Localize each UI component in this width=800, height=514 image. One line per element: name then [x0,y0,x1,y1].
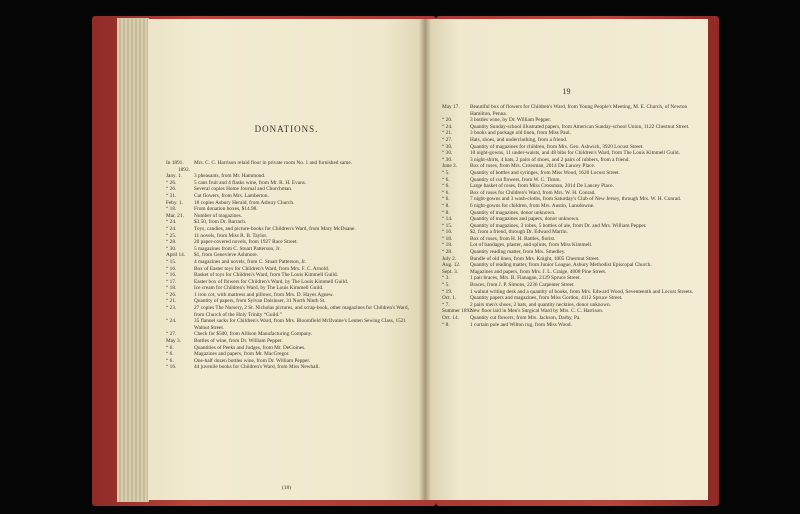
entry-text: Quantity Sunday-school illustrated papers, from American Sunday-school Union, 1122 Chestnut Street. [470,123,690,130]
entry-text: New floor laid in Men's Surgical Ward by Mrs. C. C. Harrison. [470,308,604,315]
entry-text: Quantity of bottles and syringes, from Miss Wood, 1620 Locust Street. [470,169,620,176]
entry-date: “ 16. [442,229,453,236]
donation-entry [166,239,416,246]
donation-entry [166,338,416,345]
entry-text: Lot of bandages, plaster, and splints, from Miss Kimmell. [470,242,593,249]
donation-entry [166,351,416,358]
entry-date: “ 6. [166,344,174,351]
entry-text: Basket of toys for Children's Ward, from The Louis Kimmell Guild. [194,272,338,279]
donation-entry [166,206,416,213]
entry-text: 10 night-gowns, 11 under-waists, and 48 bibs for Children's Ward, from The Louis Kimmell Guild. [470,150,680,157]
entry-date: Oct. 1. [442,295,457,302]
entry-date: “ 18. [166,206,177,213]
entry-date: Summer 1892. [442,308,474,315]
entry-date: “ 30. [442,150,453,157]
donation-entry [166,259,416,266]
entry-text: 4 magazines and novels, from C. Stuart Patterson, Jr. [194,258,307,265]
entry-date: “ 18. [442,235,453,242]
entry-text: Magazines and papers, from Mrs. J. L. Craige, 4008 Pine Street. [470,268,607,275]
entry-date: “ 5. [442,282,450,289]
entry-date: “ 21. [166,298,177,305]
entry-date: “ 27. [166,331,177,338]
entry-date: May 3. [166,338,182,345]
entry-text: 1 walnut writing desk and a quantity of books, from Mrs. Edward Wood, Seventeenth and Locust Streets. [470,288,694,295]
entry-text: 3 night-shirts, 4 hats, 2 pairs of shoes, and 2 pairs of rubbers, from a friend. [470,156,630,163]
entry-date: Oct. 14. [442,315,459,321]
entry-text: $1, from Genevieve Ashmore. [194,252,258,259]
entry-text: Bottles of wine, from Dr. William Pepper. [194,338,283,345]
entry-date: “ 16. [166,364,177,371]
entry-text: 5 cans fruit and 4 flasks wine, from Mr. R. H. Evans. [194,179,307,186]
donation-entry [166,226,416,233]
entry-date: “ 24. [166,219,177,226]
entry-text: Quantity of cut flowers, from W. C. Timm. [470,176,561,183]
donation-entry [442,104,704,117]
entry-date: “ 26. [166,179,177,186]
entry-date: “ 28. [442,249,453,256]
entry-text: One-half dozen bottles wine, from Dr. William Pepper. [194,357,311,364]
entry-date: “ 6. [442,189,450,196]
entry-date: “ 31. [166,192,177,199]
entry-date: Sept. 3. [442,268,459,275]
entry-text: 7 night-gowns and 3 wash-cloths, from Saturday's Club of New Jersey, through Mrs. W. H. Conrad. [470,196,682,203]
donation-entry [166,305,416,318]
entry-date: July 2. [442,255,457,262]
entry-text: Quantity of reading matter, from Junior League, Asbury Methodist Episcopal Church. [470,262,652,269]
entry-text: Check for $500, from Allison Manufacturing Company. [194,331,313,338]
entry-text: 3 bottles wine, by Dr. William Pepper. [470,117,552,124]
entry-text: Quantities of Peeks and Judges, from Mr. DeGoines. [194,344,306,351]
page-number-right: 19 [562,87,571,96]
donation-entry [442,262,704,269]
donation-entry [442,183,704,190]
entry-text: 3 books and package old linen, from Miss Paul. [470,130,571,137]
entry-text: Braces, from J. P. Simons, 2236 Carpenter Street. [470,282,575,289]
entry-date: “ 7. [442,301,450,308]
entry-date: “ 17. [166,278,177,285]
entry-date: “ 8. [442,321,450,328]
donation-entry [166,285,416,292]
donation-entry [442,130,704,137]
donation-list-right [442,104,704,328]
entry-date: In 1891. [166,160,184,166]
entry-text: From donation boxes, $14.98. [194,206,258,213]
entry-text: 5 magazines from C. Stuart Patterson, Jr. [194,245,281,252]
left-page [148,19,425,500]
entry-text: Several copies Home Journal and Churchman. [194,186,293,193]
entry-text: $2, from a friend, through Dr. Edward Martin. [470,229,568,236]
entry-text: 27 copies The Nursery, 2 St. Nicholas pictures, and scrap-book, other magazines for Children's Ward, from Church of the Holy Trinity “Guild.” [194,305,409,318]
entry-text: Beautiful box of flowers for Children's Ward, from Young People's Meeting, M. E. Church, of Newton Hamilton, Penna. [470,104,688,117]
entry-text: Cut flowers, from Mrs. Lamberton. [194,192,269,199]
entry-text: 1 pair braces, Mrs. B. Flanagan, 2129 Spruce Street. [470,275,581,282]
entry-date: “ 30. [442,156,453,163]
entry-text: Mrs. C. C. Harrison relaid floor in private room No. 1 and furnished same. [194,160,352,166]
entry-text: Large basket of roses, from Miss Crossman, 2014 De Lancey Place. [470,183,614,190]
donation-entry [166,252,416,259]
entry-text: 6 night-gowns for children, from Mrs. Austin, Lansdowne. [470,202,595,209]
entry-text: Magazines and papers, from Mr. MacGregor. [194,351,290,358]
entry-text: Box of roses, from Mrs. Crossman, 2014 De Lancey Place. [470,163,596,170]
entry-date: “ 8. [442,202,450,209]
entry-date: “ 28. [166,239,177,246]
entry-text: Hats, shoes, and underclothing, from a friend. [470,136,568,143]
entry-text: 3 pheasants, from Mr. Hammond. [194,173,266,180]
entry-date: “ 6. [166,351,174,358]
entry-date: “ 18. [442,242,453,249]
entry-date: “ 26. [166,186,177,193]
entry-date: “ 23. [166,305,177,312]
entry-date: “ 19. [442,288,453,295]
entry-text: Quantity papers and magazines, from Miss Gordon, 4112 Spruce Street. [470,295,623,302]
entry-date: “ 6. [442,183,450,190]
entry-text: 18 copies Asbury Herald, from Asbury Church. [194,199,295,206]
donation-entry [442,216,704,223]
donation-entry [166,318,416,331]
donation-entry [442,196,704,203]
donation-entry [442,322,704,329]
entry-text: $3.50, from Dr. Barrach. [194,219,247,226]
donation-entry [166,173,416,180]
entry-date: “ 21. [442,130,453,137]
donation-entry [442,295,704,302]
donation-entry [442,269,704,276]
entry-date: April 14. [166,252,186,259]
entry-text: 44 juvenile books for Children's Ward, from Miss Newhall. [194,364,320,371]
donation-entry [166,193,416,200]
donation-entry [442,150,704,157]
entry-date: “ 14. [442,216,453,223]
donation-entry [442,137,704,144]
entry-text: Quantity of magazines, 3 robes, 5 bottles of ale, from Dr. and Mrs. William Pepper. [470,222,647,229]
entry-text: 1 iron cot, with mattress and pillows, from Mrs. D. Hayes Agnew. [194,291,334,298]
donation-entry [442,203,704,210]
entry-text: Quantity of papers, from Sylvan Daisinser, 31 North Ninth St. [194,298,326,305]
entry-text: Box of roses, from H. H. Battles, florist. [470,235,556,242]
entry-date: “ 6. [442,176,450,183]
entry-text: 11 novels, from Miss R. B. Taylor. [194,232,268,239]
entry-text: Quantity cut flowers, from Mrs. Jackson, Darby, Pa. [470,315,581,321]
entry-date: “ 26. [166,291,177,298]
entry-text: Bundle of old linen, from Mrs. Knight, 1005 Chestnut Street. [470,255,600,262]
donation-entry [442,229,704,236]
entry-date: “ 30. [442,143,453,150]
entry-text: Ice cream for Children's Ward, by The Louis Kimmell Guild. [194,285,324,292]
entry-date: “ 30. [166,245,177,252]
entry-date: June 3. [442,163,458,170]
donation-entry [442,170,704,177]
entry-text: Quantity reading matter, from Mrs. Smedley. [470,249,566,256]
entry-date: “ 8. [442,209,450,216]
donation-entry [442,249,704,256]
entry-text: Easter box of flowers for Children's Ward, by The Louis Kimmell Guild. [194,278,349,285]
book-gutter [419,19,431,500]
entry-date: “ 5. [442,169,450,176]
entry-text: Number of magazines. [194,212,243,219]
entry-date: “ 6. [166,357,174,364]
entry-date: “ 20. [442,117,453,124]
entry-text: Quantity of magazines for children, from Mrs. Geo. Ashwick, 3920 Locust Street. [470,143,644,150]
entry-date: May 17. [442,104,460,110]
entry-text: 2 pairs men's shoes, 2 hats, and quantity neckties, donor unknown. [470,301,612,308]
donation-entry [166,364,416,371]
entry-date: Feby. 1. [166,199,183,206]
donation-entry [442,308,704,315]
entry-text: 20 paper-covered novels, from 1927 Race Street. [194,239,298,246]
entry-date: “ 16. [166,272,177,279]
donation-entry [442,163,704,170]
entry-date: “ 24. [166,318,177,325]
entry-text: Quantity of magazines and papers, donor unknown. [470,216,580,223]
entry-date: “ 16. [166,265,177,272]
donation-entry [442,282,704,289]
entry-date: “ 3. [442,275,450,282]
entry-text: Box of roses for Children's Ward, from Mrs. W. H. Conrad. [470,189,596,196]
entry-date: “ 24. [442,123,453,130]
entry-date: Mar. 21. [166,212,184,219]
entry-text: 1 curtain pole and Wilton rug, from Miss Wood. [470,321,572,328]
page-number-left: (18) [281,485,292,491]
entry-date: Jany. 1. [166,173,182,180]
donation-entry [166,186,416,193]
entry-date: “ 15. [442,222,453,229]
entry-date: “ 25. [166,232,177,239]
page-title: DONATIONS. [254,124,319,134]
entry-date: “ 24. [166,225,177,232]
entry-date: “ 6. [442,196,450,203]
right-page [425,19,708,500]
donation-entry [442,315,704,322]
entry-text: 35 flannel sacks for Children's Ward, from Mrs. Bloomfield McIlvaine's Lenten Sewing Class, 1521 Walnut Street. [194,318,407,331]
entry-text: Quantity of magazines, donor unknown. [470,209,556,216]
donation-entry [166,160,416,167]
donation-entry [442,117,704,124]
entry-date: Aug. 12. [442,262,461,269]
page-edges [117,18,149,502]
donation-entry [166,272,416,279]
entry-date: 1892. [178,166,190,173]
donation-list-left [166,160,416,371]
entry-text: Toys, candies, and picture-books for Children's Ward, from Mary McDuane. [194,225,356,232]
entry-text: Box of Easter toys for Children's Ward, from Mrs. F. C. Arnold. [194,265,330,272]
entry-date: “ 27. [442,136,453,143]
donation-entry [166,219,416,226]
entry-date: “ 15. [166,258,177,265]
donation-entry [166,180,416,187]
entry-date: “ 18. [166,285,177,292]
